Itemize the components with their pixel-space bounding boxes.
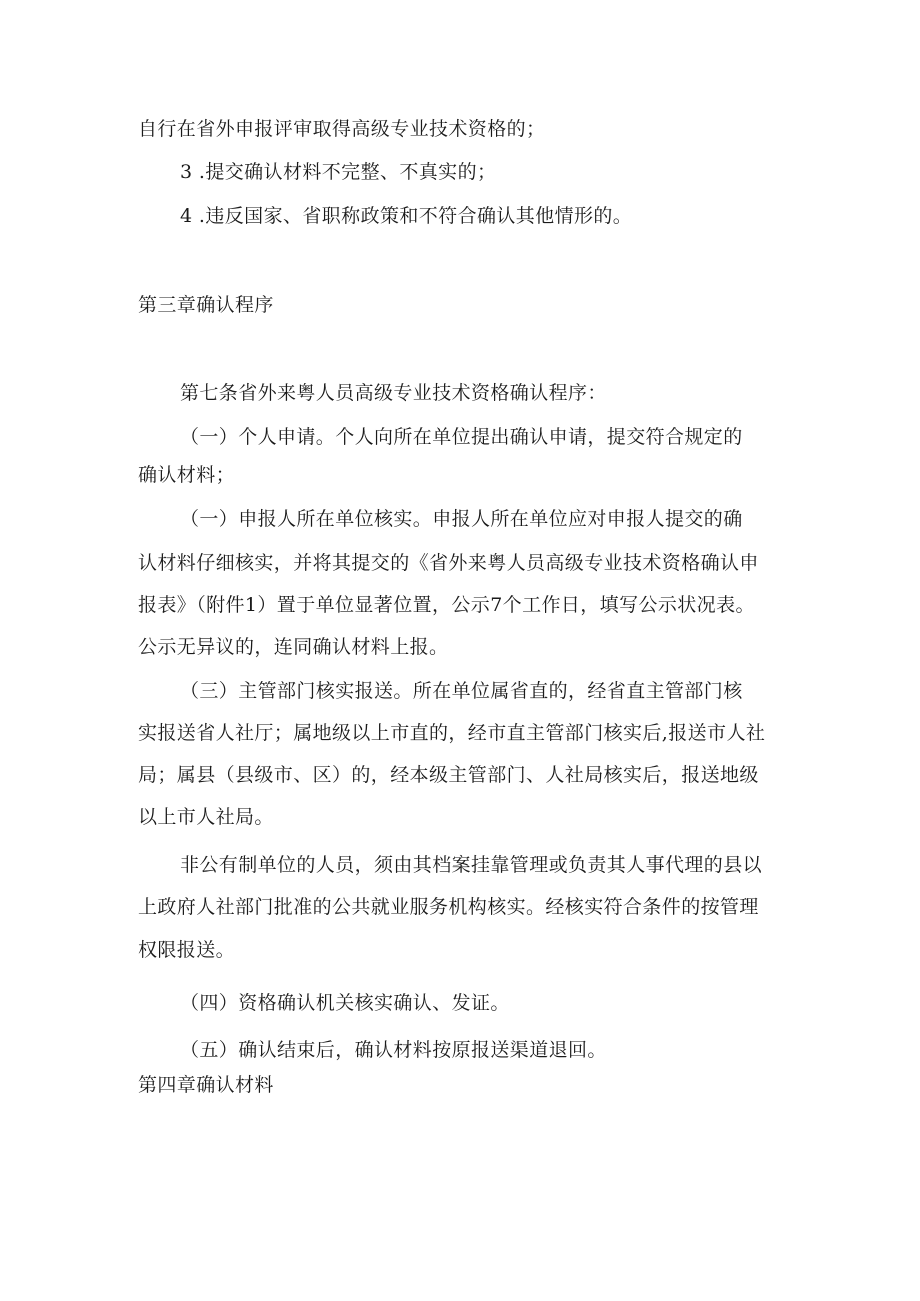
paragraph-line: 公示无异议的，连同确认材料上报。 <box>138 636 449 658</box>
paragraph-line: 非公有制单位的人员，须由其档案挂靠管理或负责其人事代理的县以 <box>180 854 763 876</box>
paragraph-line: 权限报送。 <box>138 939 236 961</box>
paragraph-line: （三）主管部门核实报送。所在单位属省直的，经省直主管部门核 <box>180 680 743 702</box>
list-item-3: 3 .提交确认材料不完整、不真实的； <box>180 161 497 183</box>
paragraph-line: 认材料仔细核实，并将其提交的《省外来粤人员高级专业技术资格确认申 <box>138 552 759 574</box>
article-heading-7: 第七条省外来粤人员高级专业技术资格确认程序： <box>180 382 607 404</box>
paragraph-line: 上政府人社部门批准的公共就业服务机构核实。经核实符合条件的按管理 <box>138 896 759 918</box>
paragraph-line: （一）申报人所在单位核实。申报人所在单位应对申报人提交的确 <box>180 508 743 530</box>
paragraph-line: （五）确认结束后，确认材料按原报送渠道退回。 <box>180 1039 607 1061</box>
paragraph-line: 自行在省外申报评审取得高级专业技术资格的； <box>138 118 546 140</box>
paragraph-line: （四）资格确认机关核实确认、发证。 <box>180 992 510 1014</box>
paragraph-line: 以上市人社局。 <box>138 806 274 828</box>
paragraph-line: 确认材料； <box>138 464 236 486</box>
paragraph-line: 局；属县（县级市、区）的，经本级主管部门、人社局核实后，报送地级 <box>138 764 759 786</box>
list-item-4: 4 .违反国家、省职称政策和不符合确认其他情形的。 <box>180 205 633 227</box>
paragraph-line: 报表》（附件1）置于单位显著位置，公示7个工作日，填写公示状况表。 <box>138 594 755 616</box>
chapter-heading-3: 第三章确认程序 <box>138 294 274 316</box>
chapter-heading-4: 第四章确认材料 <box>138 1074 274 1096</box>
paragraph-line: 实报送省人社厅；属地级以上市直的，经市直主管部门核实后,报送市人社 <box>138 722 766 744</box>
paragraph-line: （一）个人申请。个人向所在单位提出确认申请，提交符合规定的 <box>180 426 743 448</box>
